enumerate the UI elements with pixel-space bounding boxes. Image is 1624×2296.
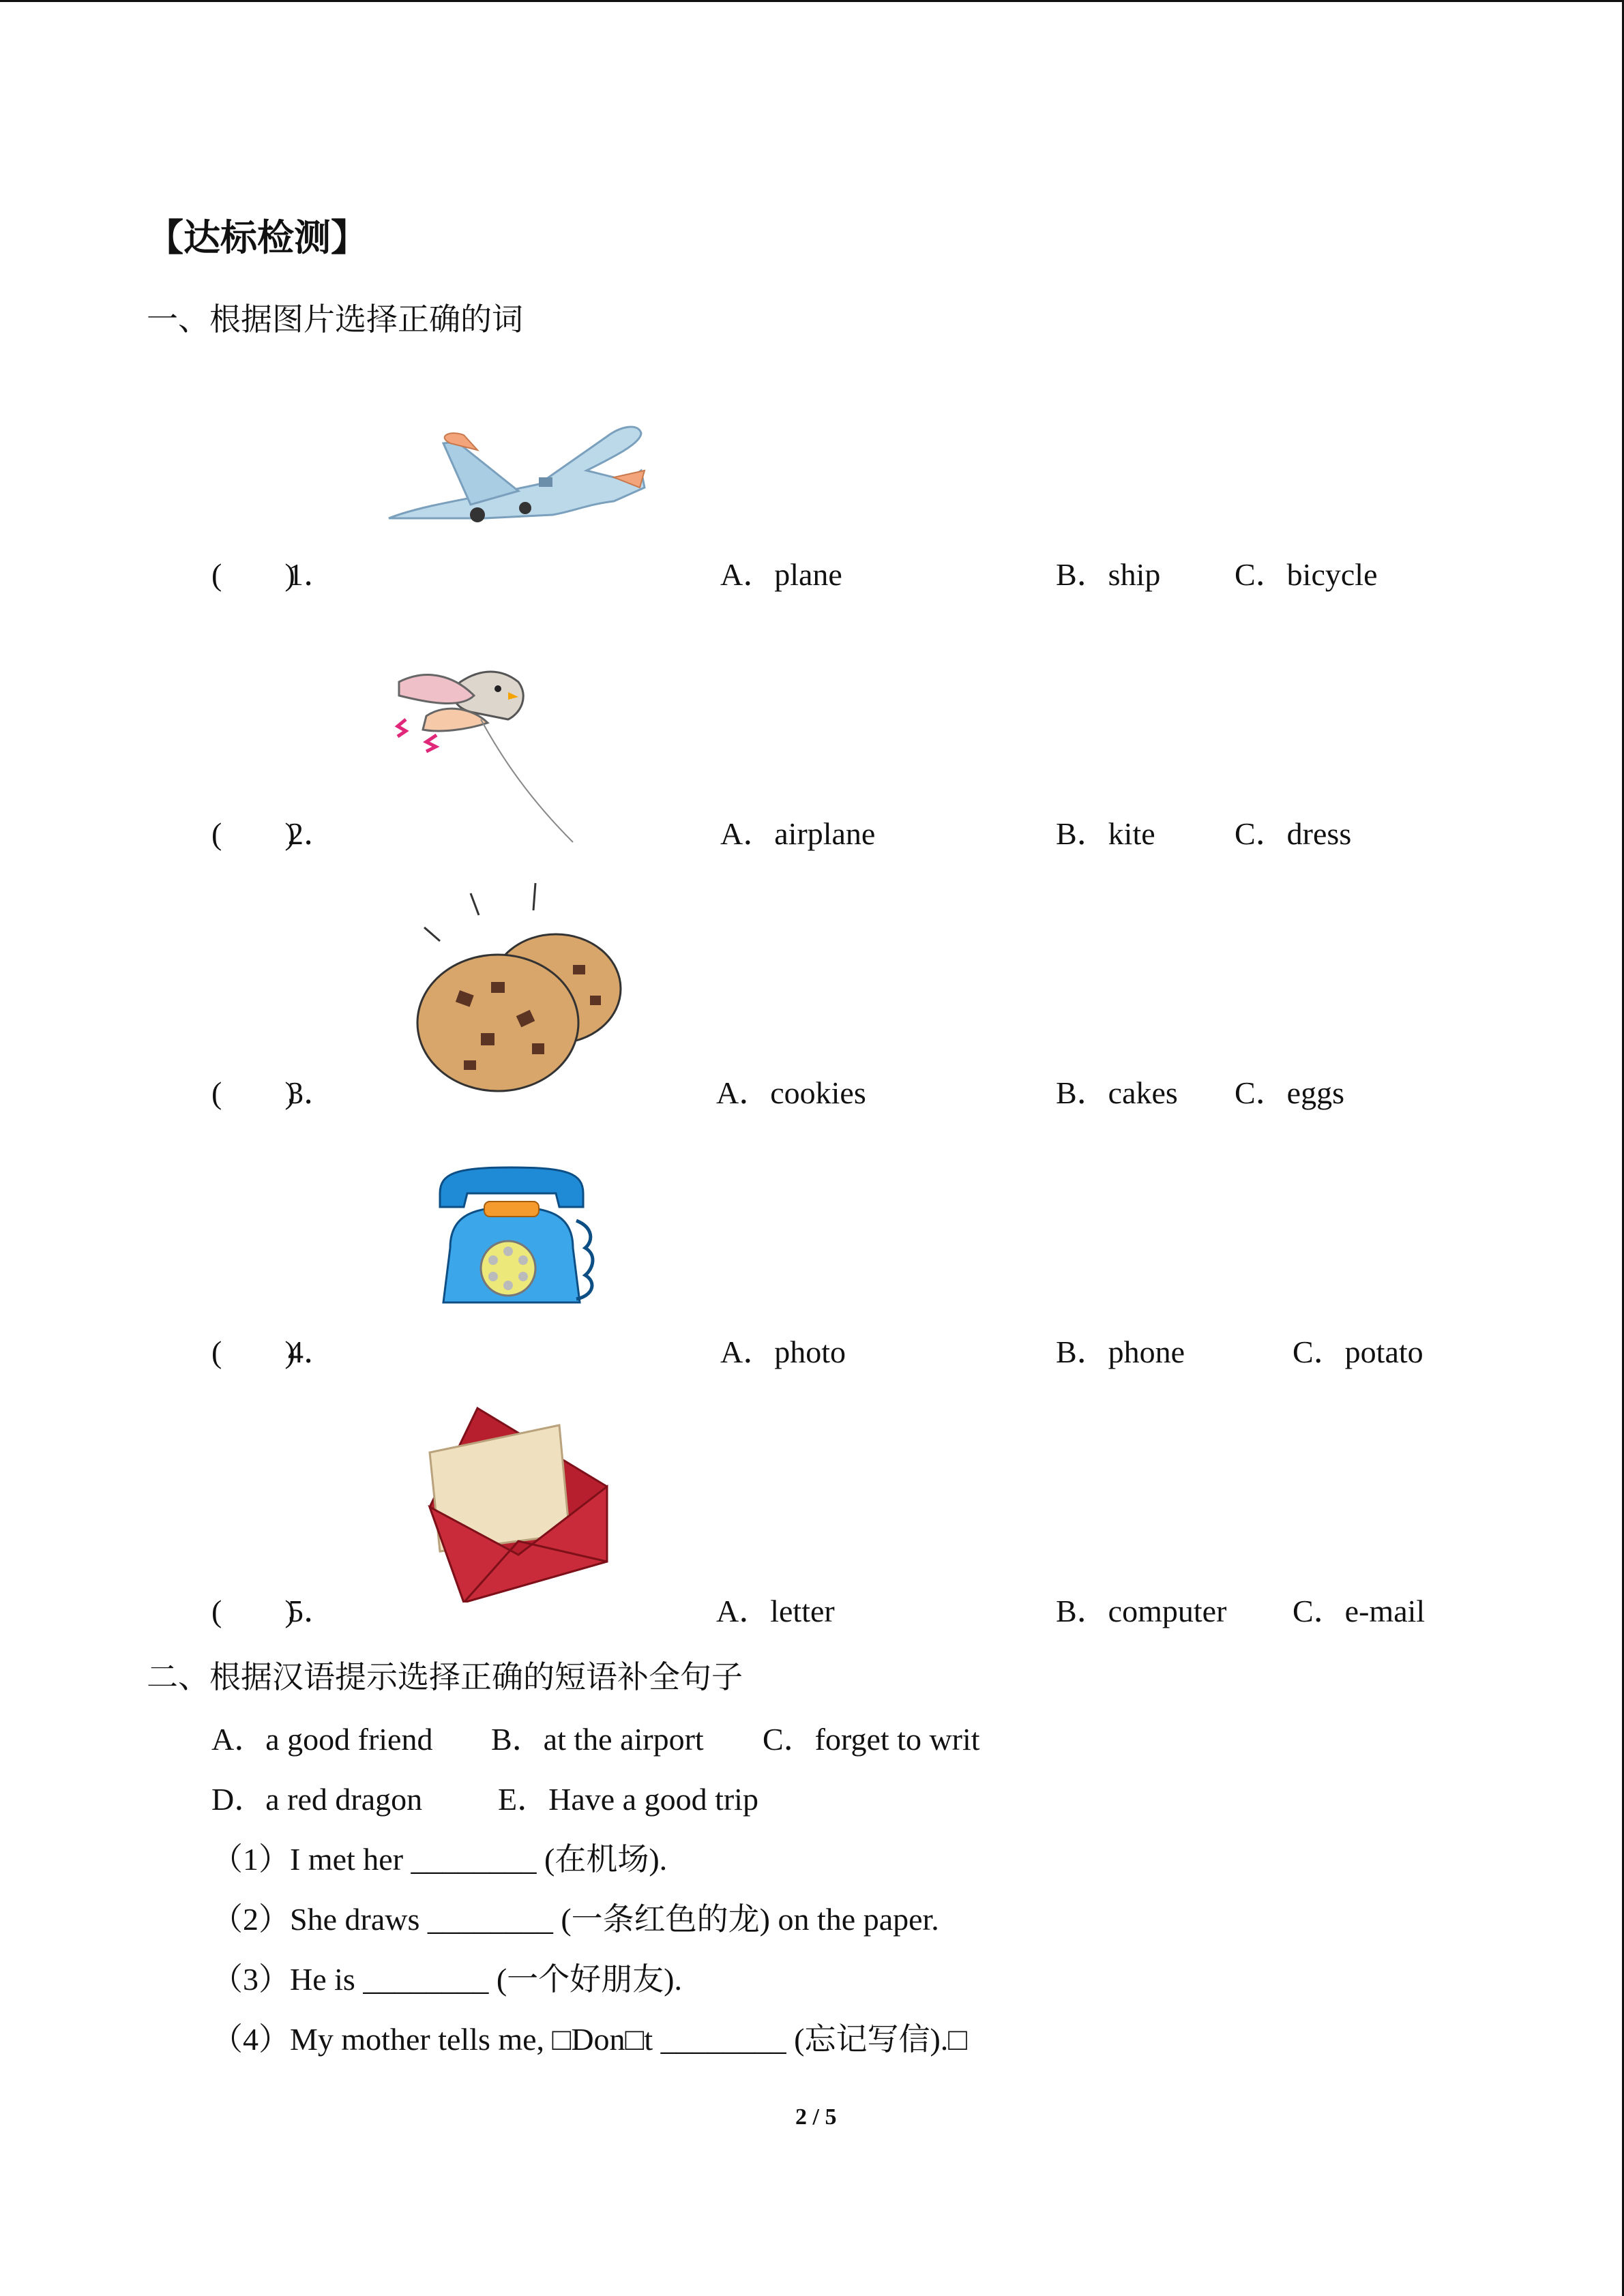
q2-paren: ( )	[211, 816, 295, 851]
q3-paren: ( )	[211, 1075, 295, 1110]
q1-paren: ( )	[211, 557, 295, 592]
sentence-1: （1）I met her ________ (在机场).	[211, 1842, 668, 1877]
phrase-option-c: C．forget to writ	[763, 1722, 980, 1757]
page-heading: 【达标检测】	[147, 218, 368, 258]
airplane-picture	[382, 402, 648, 532]
q3-number: 3．	[288, 1075, 335, 1110]
q4-paren: ( )	[211, 1335, 295, 1369]
q5-option-b: B．computer	[1056, 1594, 1227, 1628]
section1-title: 一、根据图片选择正确的词	[147, 302, 523, 337]
q3-option-c: C．eggs	[1235, 1075, 1344, 1110]
q2-number: 2．	[288, 816, 335, 851]
sentence-2: （2）She draws ________ (一条红色的龙) on the paper.	[211, 1902, 939, 1937]
sentence-4: （4）My mother tells me, □Don□t ________ (忘记写信).□	[211, 2022, 968, 2057]
envelope-picture	[423, 1405, 614, 1602]
q5-option-a: A．letter	[716, 1594, 835, 1628]
phrase-option-e: E．Have a good trip	[498, 1782, 758, 1817]
q5-paren: ( )	[211, 1594, 295, 1628]
section2-title: 二、根据汉语提示选择正确的短语补全句子	[147, 1660, 743, 1695]
q4-number: 4．	[288, 1335, 335, 1369]
cookies-picture	[416, 880, 628, 1098]
q3-option-b: B．cakes	[1056, 1075, 1178, 1110]
page-number: 2 / 5	[795, 2104, 837, 2130]
q4-option-c: C．potato	[1293, 1335, 1423, 1369]
q2-option-c: C．dress	[1235, 816, 1352, 851]
q3-option-a: A．cookies	[716, 1075, 866, 1110]
q1-number: 1．	[288, 557, 335, 592]
q1-option-b: B．ship	[1056, 557, 1161, 592]
phrase-option-a: A．a good friend	[211, 1722, 433, 1757]
sentence-3: （3）He is ________ (一个好朋友).	[211, 1962, 682, 1997]
phrase-option-b: B．at the airport	[491, 1722, 704, 1757]
telephone-picture	[430, 1166, 600, 1316]
q1-option-c: C．bicycle	[1235, 557, 1378, 592]
q1-option-a: A．plane	[720, 557, 842, 592]
q2-option-a: A．airplane	[720, 816, 876, 851]
phrase-option-d: D．a red dragon	[211, 1782, 423, 1817]
q4-option-a: A．photo	[720, 1335, 846, 1369]
kite-picture	[385, 655, 583, 846]
q4-option-b: B．phone	[1056, 1335, 1185, 1369]
q2-option-b: B．kite	[1056, 816, 1155, 851]
top-border	[0, 0, 1624, 2]
q5-number: 5．	[288, 1594, 335, 1628]
q5-option-c: C．e-mail	[1293, 1594, 1426, 1628]
